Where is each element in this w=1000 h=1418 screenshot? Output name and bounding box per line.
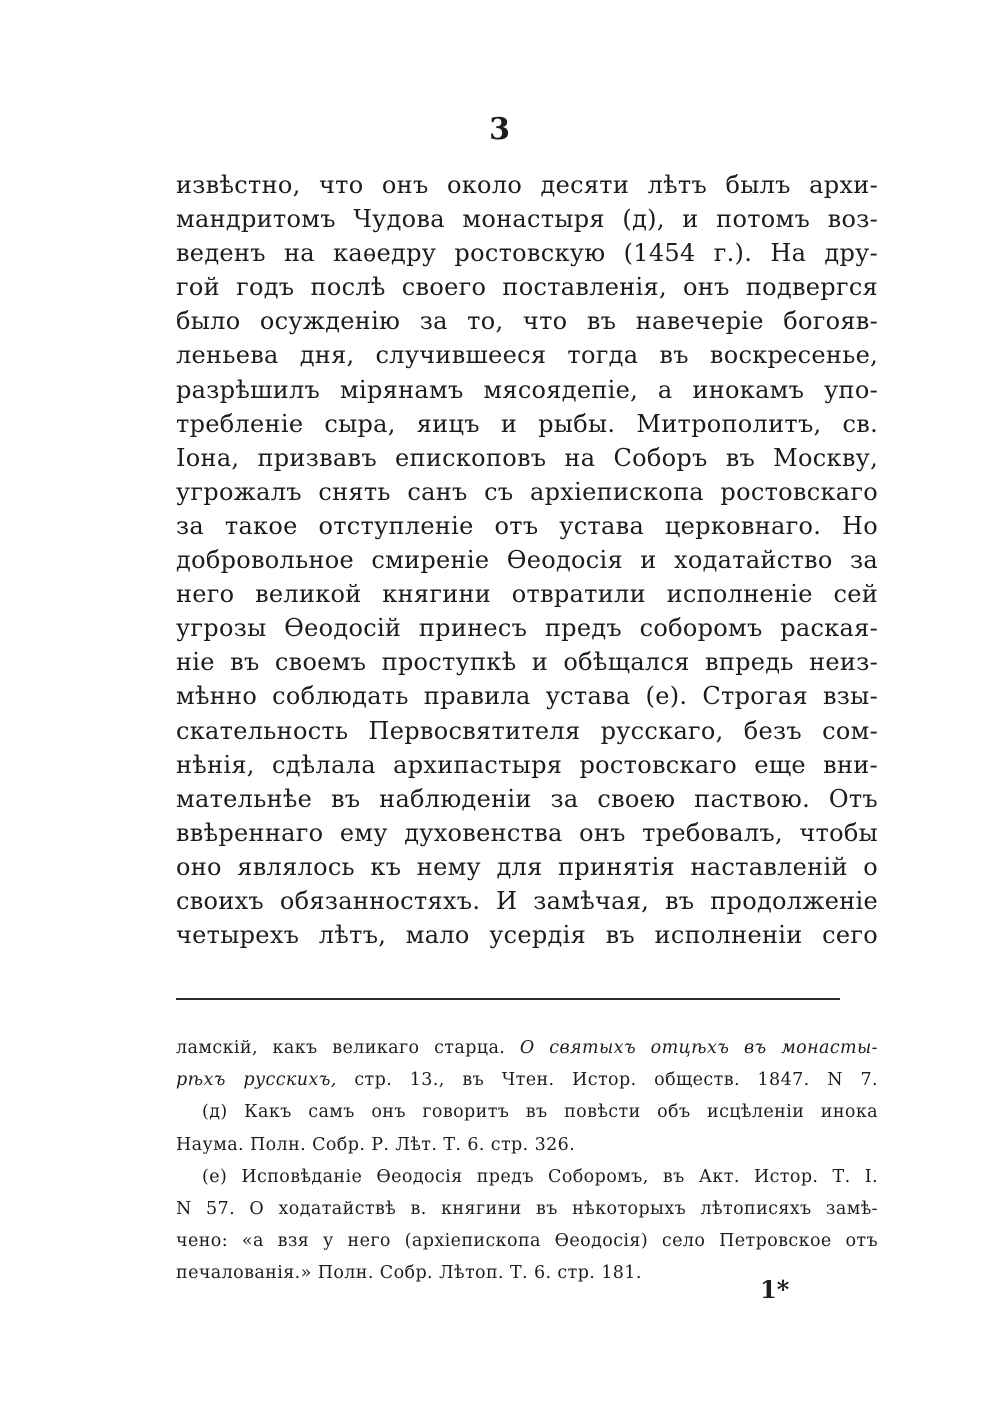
text-line: Іона, призвавъ епископовъ на Соборъ въ Москву, xyxy=(176,443,878,472)
text-line: ввѣреннаго ему духовенства онъ требовалъ, чтобы xyxy=(176,818,878,847)
footnote-e: (е) Исповѣданіе Ѳеодосія предъ Соборомъ, въ Акт. Истор. Т. I. xyxy=(202,1166,878,1187)
text-line: угрожалъ снять санъ съ архіепископа ростовскаго xyxy=(176,477,878,506)
text-line: леньева дня, случившееся тогда въ воскресенье, xyxy=(176,341,878,370)
text-line: него великой княгини отвратили исполненіе сей xyxy=(176,580,878,609)
text-line: за такое отступленіе отъ устава церковнаго. Но xyxy=(176,511,878,540)
text-line: оно являлось къ нему для принятія наставленій о xyxy=(176,852,878,881)
text-line: ніе въ своемъ проступкѣ и обѣщался впредь неиз- xyxy=(176,648,878,677)
text-line: извѣстно, что онъ около десяти лѣтъ былъ архи- xyxy=(176,171,878,199)
footnote-text: стр. 13., въ Чтен. Истор. обществ. 1847. N 7. xyxy=(354,1070,878,1091)
text-line: скательность Первосвятителя русскаго, безъ сом- xyxy=(176,716,878,745)
footnote-line: чено: «а взя у него (архіепископа Ѳеодосія) село Петровское отъ xyxy=(176,1231,878,1252)
footnote-line xyxy=(176,1064,878,1096)
text-line: нѣнія, сдѣлала архипастыря ростовскаго еще вни- xyxy=(176,750,878,779)
text-line: добровольное смиреніе Ѳеодосія и ходатайство за xyxy=(176,546,878,575)
text-line: угрозы Ѳеодосій принесъ предъ соборомъ раская- xyxy=(176,614,878,643)
text-line: мательнѣе въ наблюденіи за своею паствою. Отъ xyxy=(176,784,878,813)
text-line: мѣнно соблюдать правила устава (е). Строгая взы- xyxy=(176,682,878,711)
footnote-line xyxy=(176,1032,878,1064)
text-line: четырехъ лѣтъ, мало усердія въ исполненіи сего xyxy=(176,921,878,950)
main-text xyxy=(176,168,878,952)
text-line: требленіе сыра, яицъ и рыбы. Митрополитъ, св. xyxy=(176,409,878,438)
footnote-d: (д) Какъ самъ онъ говоритъ въ повѣсти объ исцѣленіи инока xyxy=(202,1102,878,1123)
footnote-title-italic: О святыхъ отцѣхъ въ монасты- xyxy=(519,1038,878,1058)
text-line: своихъ обязанностяхъ. И замѣчая, въ продолженіе xyxy=(176,886,878,915)
footnotes xyxy=(176,1032,878,1290)
footnote-divider xyxy=(176,998,840,1000)
text-line: было осужденію за то, что въ навечеріе богояв- xyxy=(176,307,878,336)
page-number: 3 xyxy=(489,112,511,147)
signature-mark: 1* xyxy=(760,1275,790,1304)
footnote-line: печалованія.» Полн. Собр. Лѣтоп. Т. 6. стр. 181. xyxy=(176,1263,642,1284)
text-line: разрѣшилъ мірянамъ мясоядепіе, а инокамъ упо- xyxy=(176,375,878,404)
footnote-line: N 57. О ходатайствѣ в. княгини въ нѣкоторыхъ лѣтописяхъ замѣ- xyxy=(176,1198,878,1219)
text-line: мандритомъ Чудова монастыря (д), и потомъ воз- xyxy=(176,205,878,234)
footnote-line: Наума. Полн. Собр. Р. Лѣт. Т. 6. стр. 326. xyxy=(176,1134,576,1155)
footnote-text: ламскій, какъ великаго старца. xyxy=(176,1038,506,1058)
text-line: гой годъ послѣ своего поставленія, онъ подвергся xyxy=(176,273,878,302)
text-line: веденъ на каѳедру ростовскую (1454 г.). На дру- xyxy=(176,239,878,268)
footnote-title-italic: рѣхъ русскихъ, xyxy=(176,1070,337,1091)
